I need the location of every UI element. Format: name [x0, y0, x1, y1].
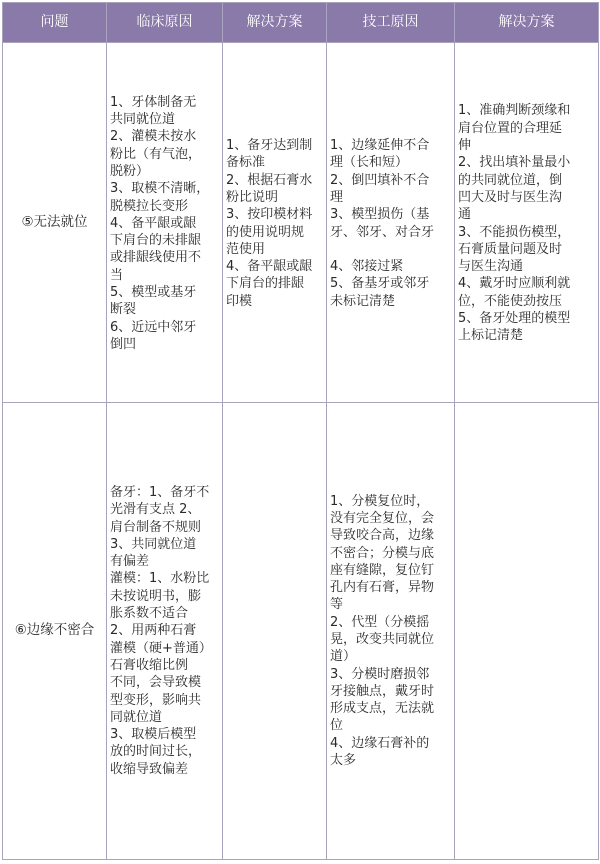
lab-cause-cell — [327, 43, 455, 403]
table-row — [3, 43, 599, 403]
lab-cause-cell — [327, 403, 455, 860]
problem-text: ⑥边缘不密合 — [14, 622, 95, 639]
clinical-solution-cell — [223, 43, 327, 403]
lab-solution-cell — [455, 43, 599, 403]
header-lab-cause: 技工原因 — [327, 3, 455, 43]
header-clinical-cause: 临床原因 — [107, 3, 223, 43]
lab-cause-text: 1、分模复位时， 没有完全复位，会 导致咬合高，边缘 不密合；分模与底 座有缝隙，复位钉 孔内有石膏，异物 等 2、代型（分模摇 晃，改变共同就位 道） 3、分模时磨损邻 牙接触点，戴牙时 形成支点，无法就 位 4、边缘石膏补的 太多 — [330, 493, 435, 769]
problem-cell — [3, 403, 107, 860]
clinical-cause-text: 1、牙体制备无 共同就位道 2、灌模未按水 粉比（有气泡， 脱粉） 3、取模不清晰， 脱模拉长变形 4、备平龈或龈 下肩台的未排龈 或排龈线使用不 当 5、模型或基牙 断裂 6、近远中邻牙 倒凹 — [110, 94, 210, 352]
header-row — [3, 3, 599, 43]
problem-cause-solution-table — [2, 2, 599, 860]
clinical-cause-cell — [107, 403, 223, 860]
table-row — [3, 403, 599, 860]
header-clinical-solution: 解决方案 — [223, 3, 327, 43]
clinical-solution-cell — [223, 403, 327, 860]
lab-solution-cell — [455, 403, 599, 860]
clinical-solution-text: 1、备牙达到制 备标准 2、根据石膏水 粉比说明 3、按印模材料 的使用说明规 范使用 4、备平龈或龈 下肩台的排龈 印模 — [226, 138, 313, 309]
problem-cell — [3, 43, 107, 403]
clinical-cause-text: 备牙：1、备牙不 光滑有支点 2、 肩台制备不规则 3、共同就位道 有偏差 灌模：1、水粉比 未按说明书，膨 胀系数不适合 2、用两种石膏 灌模（硬+普通） 石膏收缩比例 不同，会导致模 型变形，影响共 同就位道 3、取模后模型 放的时间过长， 收缩导致偏差 — [110, 484, 212, 777]
lab-solution-text: 1、准确判断颈缘和 肩台位置的合理延 伸 2、找出填补量最小 的共同就位道，倒 凹大及时与医生沟 通 3、不能损伤模型， 石膏质量问题及时 与医生沟通 4、戴牙时应顺利就 位，不能使劲按压 5、备牙处理的模型 上标记清楚 — [458, 103, 571, 344]
clinical-cause-cell — [107, 43, 223, 403]
problem-text: ⑤无法就位 — [21, 213, 88, 230]
lab-cause-text: 1、边缘延伸不合 理（长和短） 2、倒凹填补不合 理 3、模型损伤（基 牙、邻牙、对合牙 4、邻接过紧 5、备基牙或邻牙 未标记清楚 — [330, 138, 435, 309]
header-lab-solution: 解决方案 — [455, 3, 599, 43]
header-problem: 问题 — [3, 3, 107, 43]
